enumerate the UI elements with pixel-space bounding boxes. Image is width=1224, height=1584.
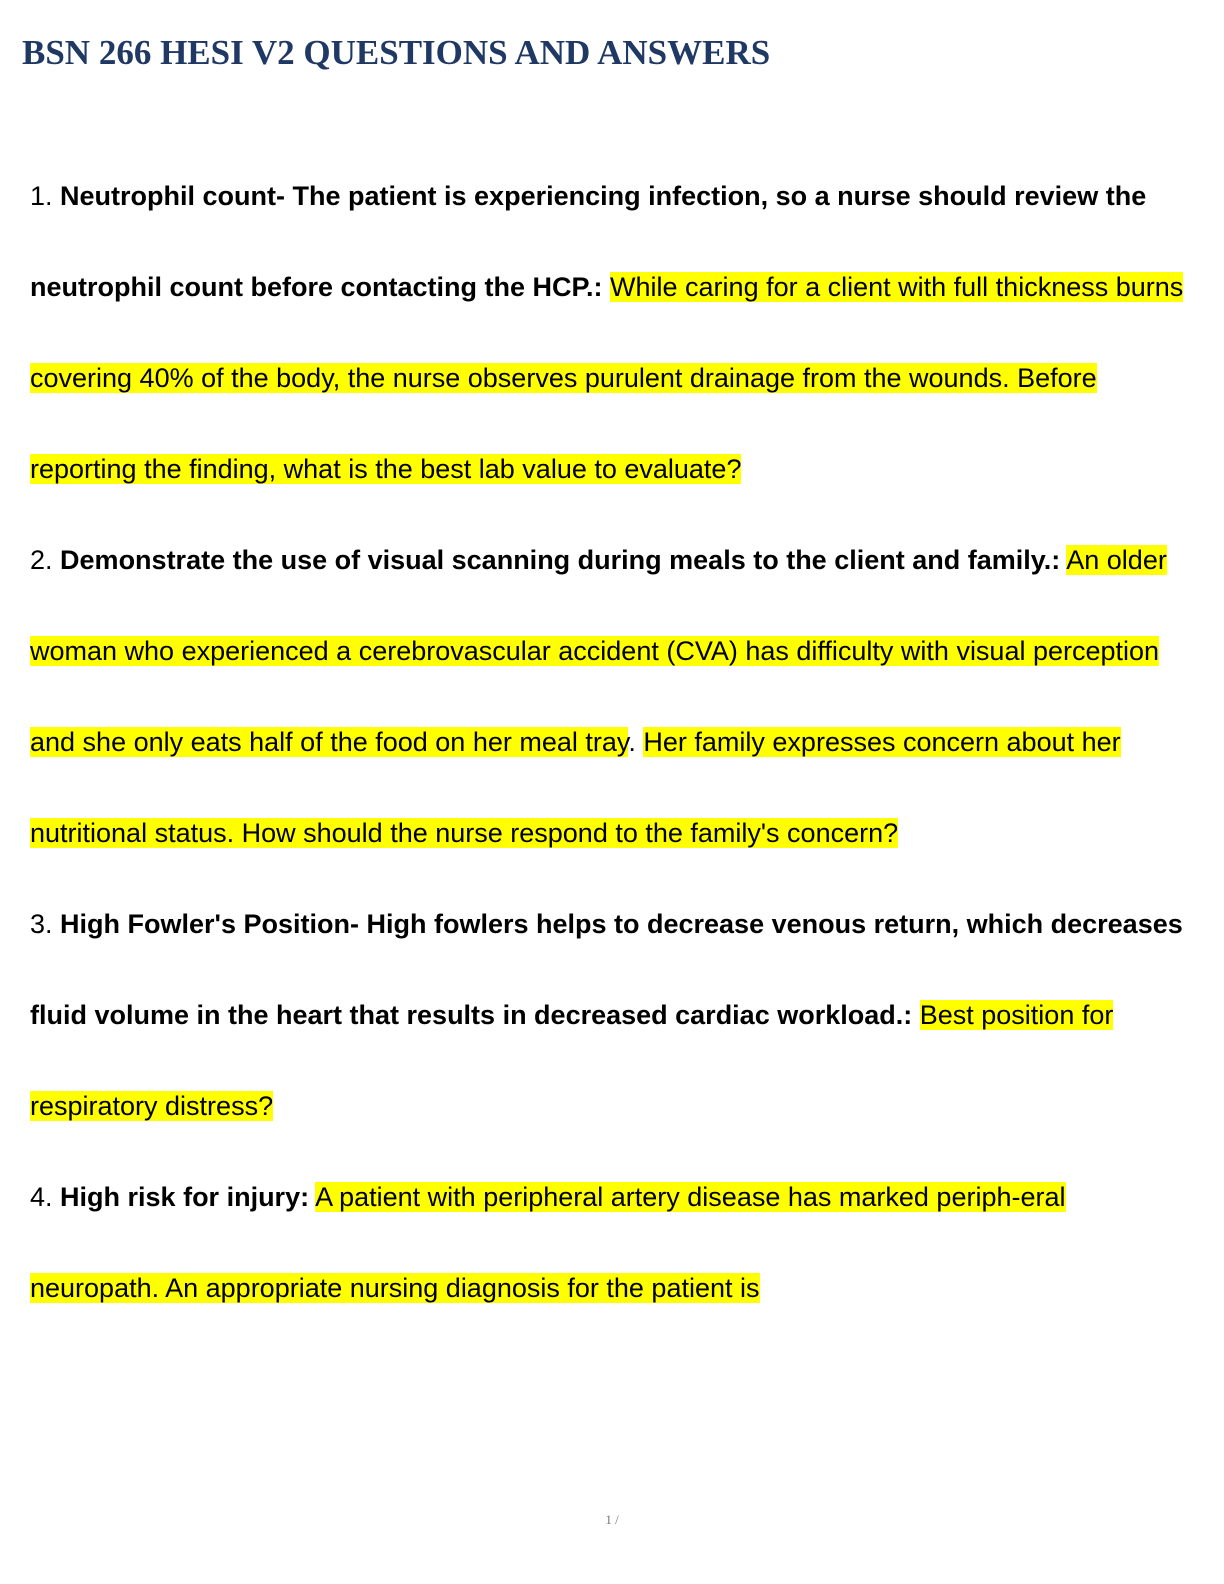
qa-answer: Neutrophil count- The patient is experiencing infection, so a nurse should review the neutrophil count before contacting the HCP.: xyxy=(30,181,1147,302)
qa-answer: High Fowler's Position- High fowlers helps to decrease venous return, which decreases fluid volume in the heart that results in decreased cardiac workload.: xyxy=(30,909,1183,1030)
qa-number: 2. xyxy=(30,545,53,575)
qa-question-period: . xyxy=(628,727,644,757)
qa-list xyxy=(30,151,1200,1334)
qa-item-3 xyxy=(30,879,1200,1152)
qa-number: 3. xyxy=(30,909,53,939)
qa-answer: Demonstrate the use of visual scanning during meals to the client and family.: xyxy=(60,545,1061,575)
document-title: BSN 266 HESI V2 QUESTIONS AND ANSWERS xyxy=(22,33,771,72)
qa-question-highlighted: While caring for a client with full thickness burns covering 40% of the body, the nurse observes purulent drainage from the wounds. Before reporting the finding, what is the best lab value to evaluate? xyxy=(30,272,1184,484)
qa-question-highlighted: Best position for respiratory distress? xyxy=(30,1000,1114,1121)
qa-question-highlighted: A patient with peripheral artery disease has marked periph-eral neuropath. An appropriate nursing diagnosis for the patient is xyxy=(30,1182,1066,1303)
qa-item-4 xyxy=(30,1152,1200,1334)
qa-number: 4. xyxy=(30,1182,53,1212)
qa-answer: High risk for injury: xyxy=(60,1182,310,1212)
page-number: 1 / xyxy=(605,1512,619,1527)
qa-number: 1. xyxy=(30,181,53,211)
qa-question-highlighted-continued: Her family expresses concern about her nutritional status. How should the nurse respond to the family's concern? xyxy=(30,727,1121,848)
qa-item-1 xyxy=(30,151,1200,515)
qa-item-2 xyxy=(30,515,1200,879)
qa-question-highlighted: An older woman who experienced a cerebrovascular accident (CVA) has difficulty with visual perception and she only eats half of the food on her meal tray xyxy=(30,545,1167,757)
